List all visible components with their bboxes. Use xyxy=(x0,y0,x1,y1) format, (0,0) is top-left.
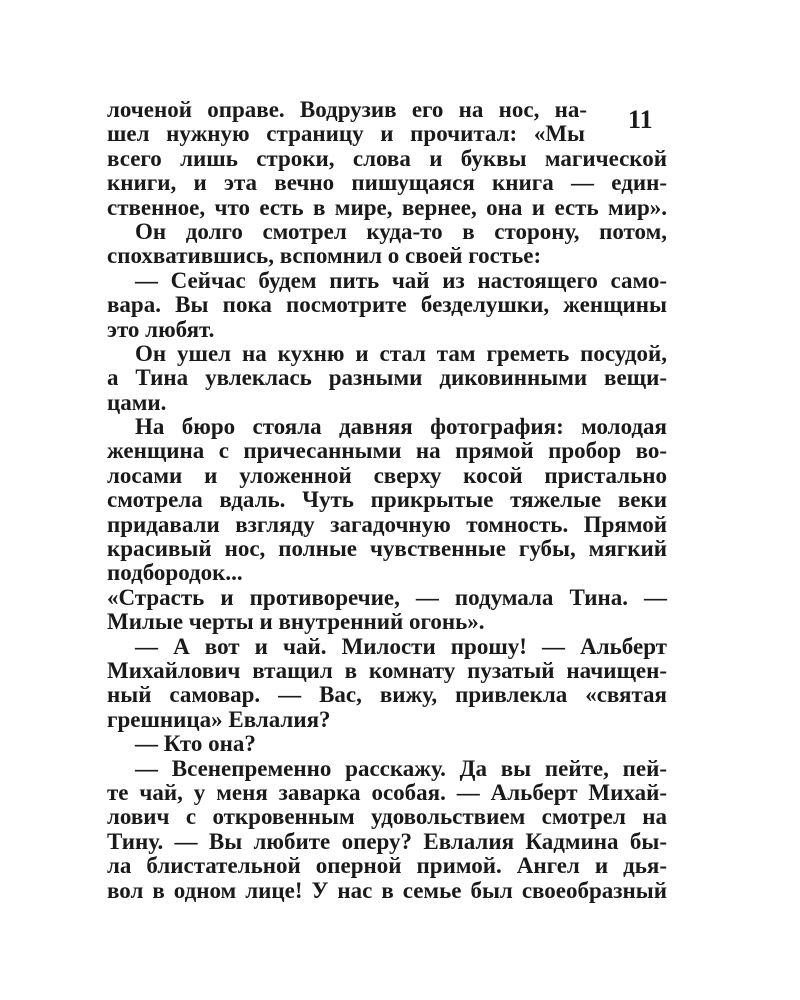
body-text xyxy=(107,98,667,903)
text-line: ственное, что есть в мире, вернее, она и есть мир». xyxy=(107,194,667,220)
text-line: красивый нос, полные чувственные губы, мягкий xyxy=(107,536,667,562)
text-line: вара. Вы пока посмотрите безделушки, женщины xyxy=(107,292,667,318)
text-line: женщина с причесанными на прямой пробор во- xyxy=(107,438,667,464)
text-line: — Всенепременно расскажу. Да вы пейте, пей- xyxy=(135,755,667,781)
text-line: лович с откровенным удовольствием смотрел на xyxy=(107,804,667,830)
text-line: цами. xyxy=(107,389,167,415)
text-line: Он ушел на кухню и стал там греметь посудой, xyxy=(135,340,667,366)
text-line: а Тина увлеклась разными диковинными вещи- xyxy=(107,365,667,391)
text-line: это любят. xyxy=(107,316,215,342)
text-line: вол в одном лице! У нас в семье был своеобразный xyxy=(107,877,667,903)
text-line: На бюро стояла давняя фотография: молодая xyxy=(135,414,667,440)
text-line: Милые черты и внутренний огонь». xyxy=(107,609,485,635)
text-line: — А вот и чай. Милости прошу! — Альберт xyxy=(135,633,667,659)
text-line: те чай, у меня заварка особая. — Альберт Михай- xyxy=(107,779,667,805)
text-line: ный самовар. — Вас, вижу, привлекла «святая xyxy=(107,682,667,708)
text-line: придавали взгляду загадочную томность. Прямой xyxy=(107,511,667,537)
text-line: всего лишь строки, слова и буквы магической xyxy=(107,145,667,171)
text-line: шел нужную страницу и прочитал: «Мы xyxy=(107,121,585,147)
text-line: — Кто она? xyxy=(135,731,256,757)
text-line: книги, и эта вечно пишущаяся книга — един- xyxy=(107,170,667,196)
text-line: грешница» Евлалия? xyxy=(107,706,331,732)
text-line: смотрела вдаль. Чуть прикрытые тяжелые веки xyxy=(107,487,667,513)
text-line: Он долго смотрел куда-то в сторону, потом, xyxy=(135,218,667,244)
text-line: лоченой оправе. Водрузив его на нос, на- xyxy=(107,97,587,122)
text-line: «Страсть и противоречие, — подумала Тина. — xyxy=(107,584,667,610)
text-line: — Сейчас будем пить чай из настоящего само- xyxy=(135,267,667,293)
text-line: лосами и уложенной сверху косой пристально xyxy=(107,462,667,488)
text-line: подбородок... xyxy=(107,560,243,586)
text-line: Тину. — Вы любите оперу? Евлалия Кадмина бы- xyxy=(107,828,667,854)
text-line: спохватившись, вспомнил о своей гостье: xyxy=(107,243,542,269)
text-line: ла блистательной оперной примой. Ангел и дья- xyxy=(107,853,667,879)
text-line: Михайлович втащил в комнату пузатый начищен- xyxy=(107,657,667,683)
page-number: 11 xyxy=(628,105,653,134)
